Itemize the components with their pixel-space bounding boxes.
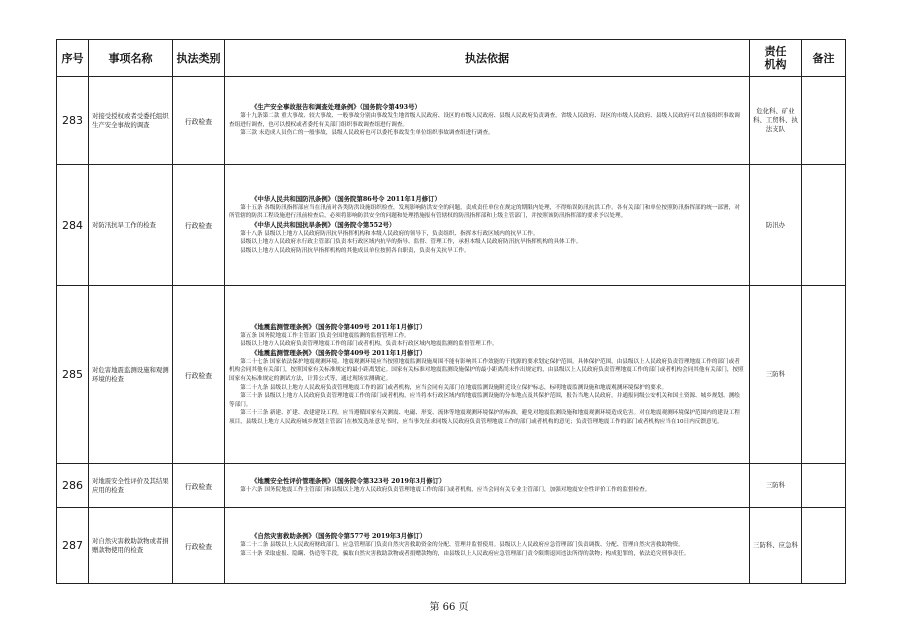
header-org: 责任 机构 <box>750 40 802 77</box>
header-name: 事项名称 <box>89 40 173 77</box>
row-org: 三防科 <box>750 464 802 508</box>
regulation-clause: 第十五条 各级防汛指挥部应当在汛前对各类防洪设施组织检查，发现影响防洪安全的问题，责成责任单位在规定的期限内处理，不得贻误防汛抗洪工作。各有关部门和单位按照防汛指挥部的统一部署，对所管辖的防洪工程设施进行汛前检查后，必须将影响防洪安全的问题和处理措施报有管辖权的防汛指挥部和上级主管部门，并按照该防汛指挥部的要求予以处理。 <box>229 204 740 220</box>
row-num: 284 <box>57 165 89 286</box>
row-name: 对地震安全性评价及其结果应用的检查 <box>89 464 173 508</box>
row-type: 行政检查 <box>173 165 225 286</box>
header-row <box>57 40 846 77</box>
regulation-title: 《生产安全事故报告和调查处理条例》（国务院令第493号） <box>251 103 421 112</box>
regulation-clause: 第十六条 国务院地震工作主管部门和县级以上地方人民政府负责管理地震工作的部门或者机构，应当会同有关专业主管部门，加强对地震安全性评价工作的监督检查。 <box>240 486 651 493</box>
header-type: 执法类别 <box>173 40 225 77</box>
regulation-title: 《中华人民共和国防汛条例》（国务院第86号令 2011年1月修订） <box>251 194 441 203</box>
row-basis <box>225 165 750 286</box>
row-num: 286 <box>57 464 89 508</box>
row-type: 行政检查 <box>173 464 225 508</box>
regulation-title: 《地震监测管理条例》（国务院令第409号 2011年1月修订） <box>251 322 427 331</box>
row-note <box>802 464 846 508</box>
regulation-clause: 县级以上地方人民政府水行政主管部门负责本行政区域内抗旱的指导、监督、管理工作，承担本级人民政府防汛抗旱指挥机构的具体工作。 <box>240 239 582 246</box>
row-name: 对危害地震监测设施和观测环境的检查 <box>89 286 173 464</box>
regulation-clause: 县级以上地方人民政府负责管理地震工作的部门或者机构，负责本行政区域内地震监测的监督管理工作。 <box>240 341 498 348</box>
table-row <box>57 464 846 508</box>
regulation-clause: 第五条 国务院地震工作主管部门负责全国地震监测的监督管理工作。 <box>240 332 410 339</box>
table-row <box>57 77 846 165</box>
enforcement-table-wrap <box>56 39 845 584</box>
table-row <box>57 286 846 464</box>
row-type: 行政检查 <box>173 77 225 165</box>
table-row <box>57 508 846 584</box>
regulation-title: 《地震安全性评价管理条例》（国务院令第323号 2019年3月修订） <box>251 476 446 485</box>
header-num: 序号 <box>57 40 89 77</box>
row-note <box>802 508 846 584</box>
row-basis <box>225 286 750 464</box>
regulation-clause: 第三款 未造成人员伤亡的一般事故，县级人民政府也可以委托事故发生单位组织事故调查组进行调查。 <box>240 130 494 137</box>
row-type: 行政检查 <box>173 286 225 464</box>
header-basis: 执法依据 <box>225 40 750 77</box>
enforcement-table <box>56 39 846 584</box>
row-num: 283 <box>57 77 89 165</box>
row-note <box>802 165 846 286</box>
page-number: 第 66 页 <box>429 602 469 613</box>
row-org: 三防科 <box>750 286 802 464</box>
regulation-clause: 第二十二条 县级以上人民政府财政部门、应急管理部门负责自然灾害救助资金的分配、管理并监督使用。县级以上人民政府应急管理部门负责调拨、分配、管理自然灾害救助物资。 <box>240 542 684 549</box>
regulation-clause: 第二十七条 国家依法保护地震观测环境。地震观测环境应当按照地震监测设施周围不能有影响其工作效能的干扰源的要求划定保护范围。具体保护范围，由县级以上人民政府负责管理地震工作的部门或者机构会同其他有关部门，按照国家有关标准规定的最小距离划定。国家有关标准对地震监测设施保护的最小距离尚未作出规定的，由县级以上人民政府负责管理地震工作的部门或者机构会同其他有关部门，按照国家有关标准规定的测试方法，计算公式等，通过现场实测确定。 <box>229 358 744 382</box>
row-org: 三防科、应急科 <box>750 508 802 584</box>
table-row <box>57 165 846 286</box>
row-num: 285 <box>57 286 89 464</box>
row-note <box>802 77 846 165</box>
regulation-clause: 第三十三条 新建、扩建、改建建设工程，应当遵循国家有关测震、电磁、形变、流体等地震观测环境保护的标准，避免对地震监测设施和地震观测环境造成危害。对在地震观测环境保护范围内的建设工程项目，县级以上地方人民政府城乡规划主管部门在核发选址意见书时，应当事先征求同级人民政府负责管理地震工作的部门或者机构的意见；负责管理地震工作的部门或者机构应当在10日内反馈意见。 <box>229 410 740 425</box>
row-basis <box>225 464 750 508</box>
row-name: 对接受授权或者受委托组织生产安全事故的调查 <box>89 77 173 165</box>
regulation-clause: 第十八条 县级以上地方人民政府防汛抗旱指挥机构和本级人民政府的领导下，负责组织、指挥本行政区域内的抗旱工作。 <box>240 230 539 237</box>
row-num: 287 <box>57 508 89 584</box>
regulation-title: 《中华人民共和国抗旱条例》（国务院令第552号） <box>251 220 396 229</box>
row-org: 防汛办 <box>750 165 802 286</box>
regulation-clause: 第十九条第二款 重大事故、较大事故、一般事故分别由事故发生地省级人民政府、设区的市级人民政府、县级人民政府负责调查。省级人民政府、设区的市级人民政府、县级人民政府可以直接组织事故调查组进行调查，也可以授权或者委托有关部门组织事故调查组进行调查。 <box>229 113 740 128</box>
regulation-clause: 第三十条 采取虚报、隐瞒、伪造等手段，骗取自然灾害救助款物或者捐赠款物的，由县级以上人民政府应急管理部门责令限期退回违法所得的款物；构成犯罪的，依法追究刑事责任。 <box>240 551 690 557</box>
regulation-title: 《自然灾害救助条例》（国务院令第577号 2019年3月修订） <box>251 532 427 541</box>
row-name: 对自然灾害救助款物或者捐赠款物使用的检查 <box>89 508 173 584</box>
regulation-title: 《地震监测管理条例》（国务院令第409号 2011年1月修订） <box>251 348 427 357</box>
row-basis <box>225 77 750 165</box>
row-type: 行政检查 <box>173 508 225 584</box>
header-note: 备注 <box>802 40 846 77</box>
regulation-clause: 第三十条 县级以上地方人民政府负责管理地震工作的部门或者机构，应当将本行政区域内的地震监测设施的分布地点及其保护范围，报告当地人民政府，并通报同级公安机关和国土资源、城乡规划、测绘等部门。 <box>229 393 740 408</box>
row-name: 对防汛抗旱工作的检查 <box>89 165 173 286</box>
regulation-clause: 第二十九条 县级以上地方人民政府负责管理地震工作的部门或者机构，应当会同有关部门在地震监测设施附近设立保护标志，标明地震监测设施和地震观测环境保护的要求。 <box>240 384 668 391</box>
row-basis <box>225 508 750 584</box>
row-org: 危化科、矿业科、工贸科、执法支队 <box>750 77 802 165</box>
regulation-clause: 县级以上地方人民政府防汛抗旱指挥机构的其他成员单位按照各自职责，负责有关抗旱工作。 <box>240 247 470 254</box>
row-note <box>802 286 846 464</box>
